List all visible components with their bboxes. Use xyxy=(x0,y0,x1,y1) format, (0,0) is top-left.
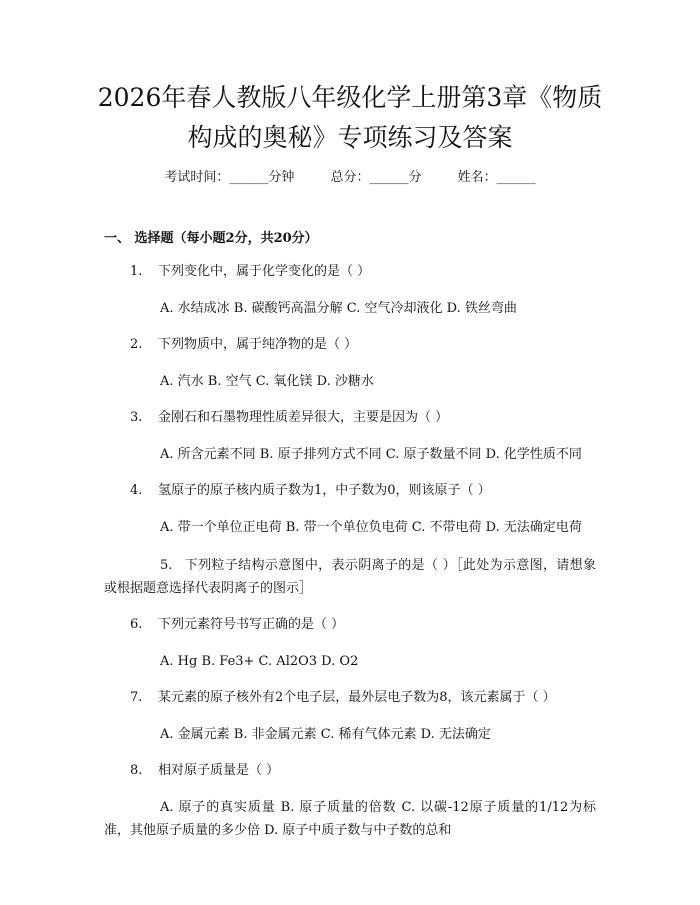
question-options: A. 所含元素不同 B. 原子排列方式不同 C. 原子数量不同 D. 化学性质不同 xyxy=(160,447,582,462)
question-stem xyxy=(104,554,596,600)
question-number: 6. xyxy=(130,617,143,632)
question-stem xyxy=(104,615,596,635)
question-number: 3. xyxy=(130,410,143,425)
question-options: A. 原子的真实质量 B. 原子质量的倍数 C. 以碳-12原子质量的1/12为标准，其他原子质量的多少倍 D. 原子中质子数与中子数的总和 xyxy=(104,800,596,838)
question-5 xyxy=(104,554,596,600)
question-options: A. 带一个单位正电荷 B. 带一个单位负电荷 C. 不带电荷 D. 无法确定电荷 xyxy=(160,520,582,535)
question-stem xyxy=(104,688,596,708)
question-number: 2. xyxy=(130,337,143,352)
name-field: 姓名：______ xyxy=(457,170,536,185)
question-8 xyxy=(104,761,596,842)
question-number: 4. xyxy=(130,483,143,498)
question-options: A. 水结成冰 B. 碳酸钙高温分解 C. 空气冷却液化 D. 铁丝弯曲 xyxy=(160,301,517,316)
question-options: A. Hg B. Fe3+ C. Al2O3 D. O2 xyxy=(160,654,359,669)
question-text: 下列元素符号书写正确的是（ ） xyxy=(158,617,345,632)
document-title: 2026年春人教版八年级化学上册第3章《物质构成的奥秘》专项练习及答案 xyxy=(97,83,603,152)
question-stem xyxy=(104,761,596,781)
question-list xyxy=(104,262,596,857)
question-text: 某元素的原子核外有2个电子层，最外层电子数为8，该元素属于（ ） xyxy=(158,690,556,705)
question-text: 氢原子的原子核内质子数为1，中子数为0，则该原子（ ） xyxy=(158,483,491,498)
question-3 xyxy=(104,408,596,466)
question-text: 金刚石和石墨物理性质差异很大，主要是因为（ ） xyxy=(158,410,449,425)
question-number: 7. xyxy=(130,690,143,705)
question-text: 相对原子质量是（ ） xyxy=(158,763,280,778)
question-stem xyxy=(104,481,596,501)
question-1 xyxy=(104,262,596,320)
total-score-field: 总分：______分 xyxy=(330,170,422,185)
question-7 xyxy=(104,688,596,746)
question-2 xyxy=(104,335,596,393)
question-options: A. 金属元素 B. 非金属元素 C. 稀有气体元素 D. 无法确定 xyxy=(160,727,491,742)
question-text: 下列变化中，属于化学变化的是（ ） xyxy=(158,264,371,279)
question-stem xyxy=(104,335,596,355)
question-options: A. 汽水 B. 空气 C. 氧化镁 D. 沙糖水 xyxy=(160,374,374,389)
question-stem xyxy=(104,408,596,428)
section-heading: 一、 选择题（每小题2分，共20分） xyxy=(104,231,318,246)
question-4 xyxy=(104,481,596,539)
question-text: 下列粒子结构示意图中，表示阴离子的是（ ）［此处为示意图，请想象或根据题意选择代表阴离子的图示］ xyxy=(104,558,596,596)
exam-info xyxy=(0,168,700,188)
question-text: 下列物质中，属于纯净物的是（ ） xyxy=(158,337,358,352)
exam-time-field: 考试时间：______分钟 xyxy=(164,170,295,185)
question-6 xyxy=(104,615,596,673)
question-stem xyxy=(104,262,596,282)
question-number: 5. xyxy=(160,558,173,573)
question-number: 8. xyxy=(130,763,143,778)
question-number: 1. xyxy=(130,264,143,279)
